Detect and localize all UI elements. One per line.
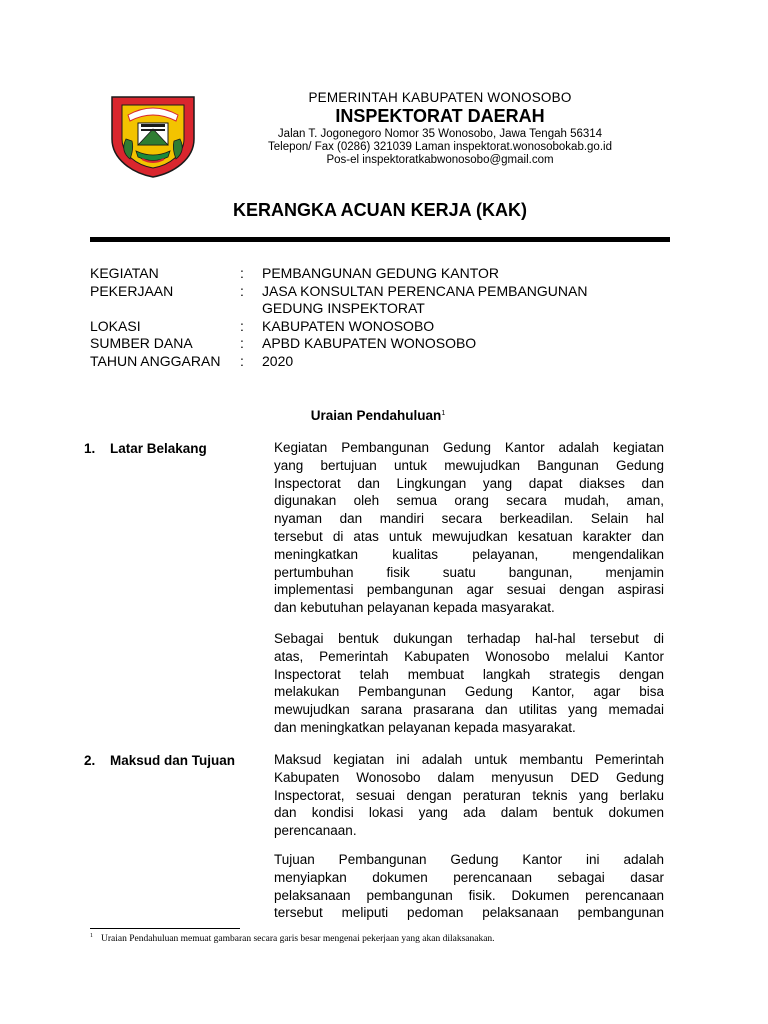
text-line: dan meningkatkan pelayanan kepada masyarakat. [274, 719, 576, 735]
text-line: Inspectorat telah membuat langkah strategis dengan [274, 666, 664, 682]
text-line: Tujuan Pembangunan Gedung Kantor ini adalah [274, 852, 664, 867]
text-line: Kegiatan Pembangunan Gedung Kantor adalah kegiatan [274, 440, 664, 455]
item-number: 1. [84, 441, 96, 456]
text-line: nyaman dan mandiri secara berkeadilan. Selain hal [274, 511, 664, 527]
item-number: 2. [84, 753, 96, 768]
info-row-lokasi [90, 318, 642, 336]
text-line: pelaksanaan pembangunan fisik. Dokumen perencanaan [274, 887, 664, 903]
info-label: TAHUN ANGGARAN [90, 352, 221, 369]
section-heading-text: Uraian Pendahuluan [310, 408, 442, 423]
footnote-ref: 1 [441, 410, 446, 417]
text-line: melakukan Pembangunan Gedung Kantor, agar bisa [274, 684, 664, 700]
paragraph-maksud [274, 751, 664, 840]
text-line: mewujudkan sarana prasarana dan utilitas yang memadai [274, 702, 664, 718]
info-colon: : [240, 335, 244, 351]
info-row-tahun-anggaran [90, 353, 642, 371]
item-title-latar-belakang [84, 441, 207, 456]
text-line: dan kondisi lokasi yang ada dalam bentuk dokumen [274, 805, 664, 821]
info-value: APBD KABUPATEN WONOSOBO [262, 335, 477, 351]
project-info-table [90, 265, 642, 370]
info-row-pekerjaan [90, 283, 642, 318]
info-value: PEMBANGUNAN GEDUNG KANTOR [262, 265, 499, 281]
footnote-text: Uraian Pendahuluan memuat gambaran secara garis besar mengenai pekerjaan yang akan dilaksanakan. [101, 934, 495, 944]
info-label: PEKERJAAN [90, 282, 174, 299]
info-colon: : [240, 282, 244, 299]
text-line: Inspectorat, sesuai dengan peraturan teknis yang berlaku [274, 787, 664, 803]
text-line: implementasi pembangunan agar sesuai dengan aspirasi [274, 582, 664, 598]
footnote [90, 933, 495, 944]
text-line: dan kebutuhan pelayanan kepada masyarakat. [274, 600, 555, 616]
footnote-marker: 1 [90, 933, 93, 939]
info-value: 2020 [262, 352, 294, 369]
info-label: KEGIATAN [90, 265, 159, 281]
text-line: Inspectorat dan Lingkungan yang dapat diakses dan [274, 475, 664, 491]
header-divider [90, 237, 670, 242]
info-value: KABUPATEN WONOSOBO [262, 317, 435, 334]
agency-contact: Telepon/ Fax (0286) 321039 Laman inspektorat.wonosobokab.go.id [268, 141, 612, 153]
agency-address: Jalan T. Jogonegoro Nomor 35 Wonosobo, Jawa Tengah 56314 [277, 128, 603, 140]
item-title-maksud-dan-tujuan [84, 753, 235, 768]
text-line: Kabupaten Wonosobo dalam menyusun DED Gedung [274, 769, 664, 785]
text-line: menyiapkan dokumen perencanaan sebagai dasar [274, 869, 664, 885]
info-colon: : [240, 317, 244, 334]
document-title: KERANGKA ACUAN KERJA (KAK) [233, 200, 527, 220]
paragraph-tujuan [274, 851, 664, 922]
text-line: tersebut meliputi pedoman pelaksanaan pembangunan [274, 905, 664, 921]
agency-email: Pos-el inspektoratkabwonosobo@gmail.com [326, 154, 554, 166]
text-line: Maksud kegiatan ini adalah untuk membantu Pemerintah [274, 752, 664, 767]
info-label: LOKASI [90, 317, 141, 334]
section-heading [90, 408, 666, 423]
paragraph-latar-belakang-2 [274, 630, 664, 737]
text-line: meningkatkan kualitas pelayanan, mengendalikan [274, 546, 664, 562]
agency-name: INSPEKTORAT DAERAH [335, 106, 545, 126]
wonosobo-regency-crest-icon [108, 93, 198, 179]
text-line: digunakan oleh semua orang secara mudah, aman, [274, 493, 664, 509]
info-row-kegiatan [90, 265, 642, 283]
paragraph-latar-belakang-1 [274, 439, 664, 617]
text-line: tersebut di atas untuk mewujudkan kesatuan karakter dan [274, 528, 664, 544]
text-line: pertumbuhan fisik suatu bangunan, menjamin [274, 564, 664, 580]
regency-logo [108, 93, 198, 179]
text-line: yang bertujuan untuk mewujudkan Bangunan Gedung [274, 457, 664, 473]
info-row-sumber-dana [90, 335, 642, 353]
footnote-divider [90, 928, 240, 929]
info-label: SUMBER DANA [90, 335, 193, 351]
text-line: perencanaan. [274, 823, 357, 839]
info-colon: : [240, 352, 244, 369]
info-colon: : [240, 265, 244, 281]
text-line: Sebagai bentuk dukungan terhadap hal-hal tersebut di [274, 631, 664, 646]
item-title-text: Maksud dan Tujuan [110, 753, 236, 768]
info-value: JASA KONSULTAN PERENCANA PEMBANGUNAN GEDUNG INSPEKTORAT [262, 282, 588, 316]
item-title-text: Latar Belakang [110, 441, 207, 456]
text-line: atas, Pemerintah Kabupaten Wonosobo melalui Kantor [274, 648, 664, 664]
government-name: PEMERINTAH KABUPATEN WONOSOBO [308, 90, 572, 105]
